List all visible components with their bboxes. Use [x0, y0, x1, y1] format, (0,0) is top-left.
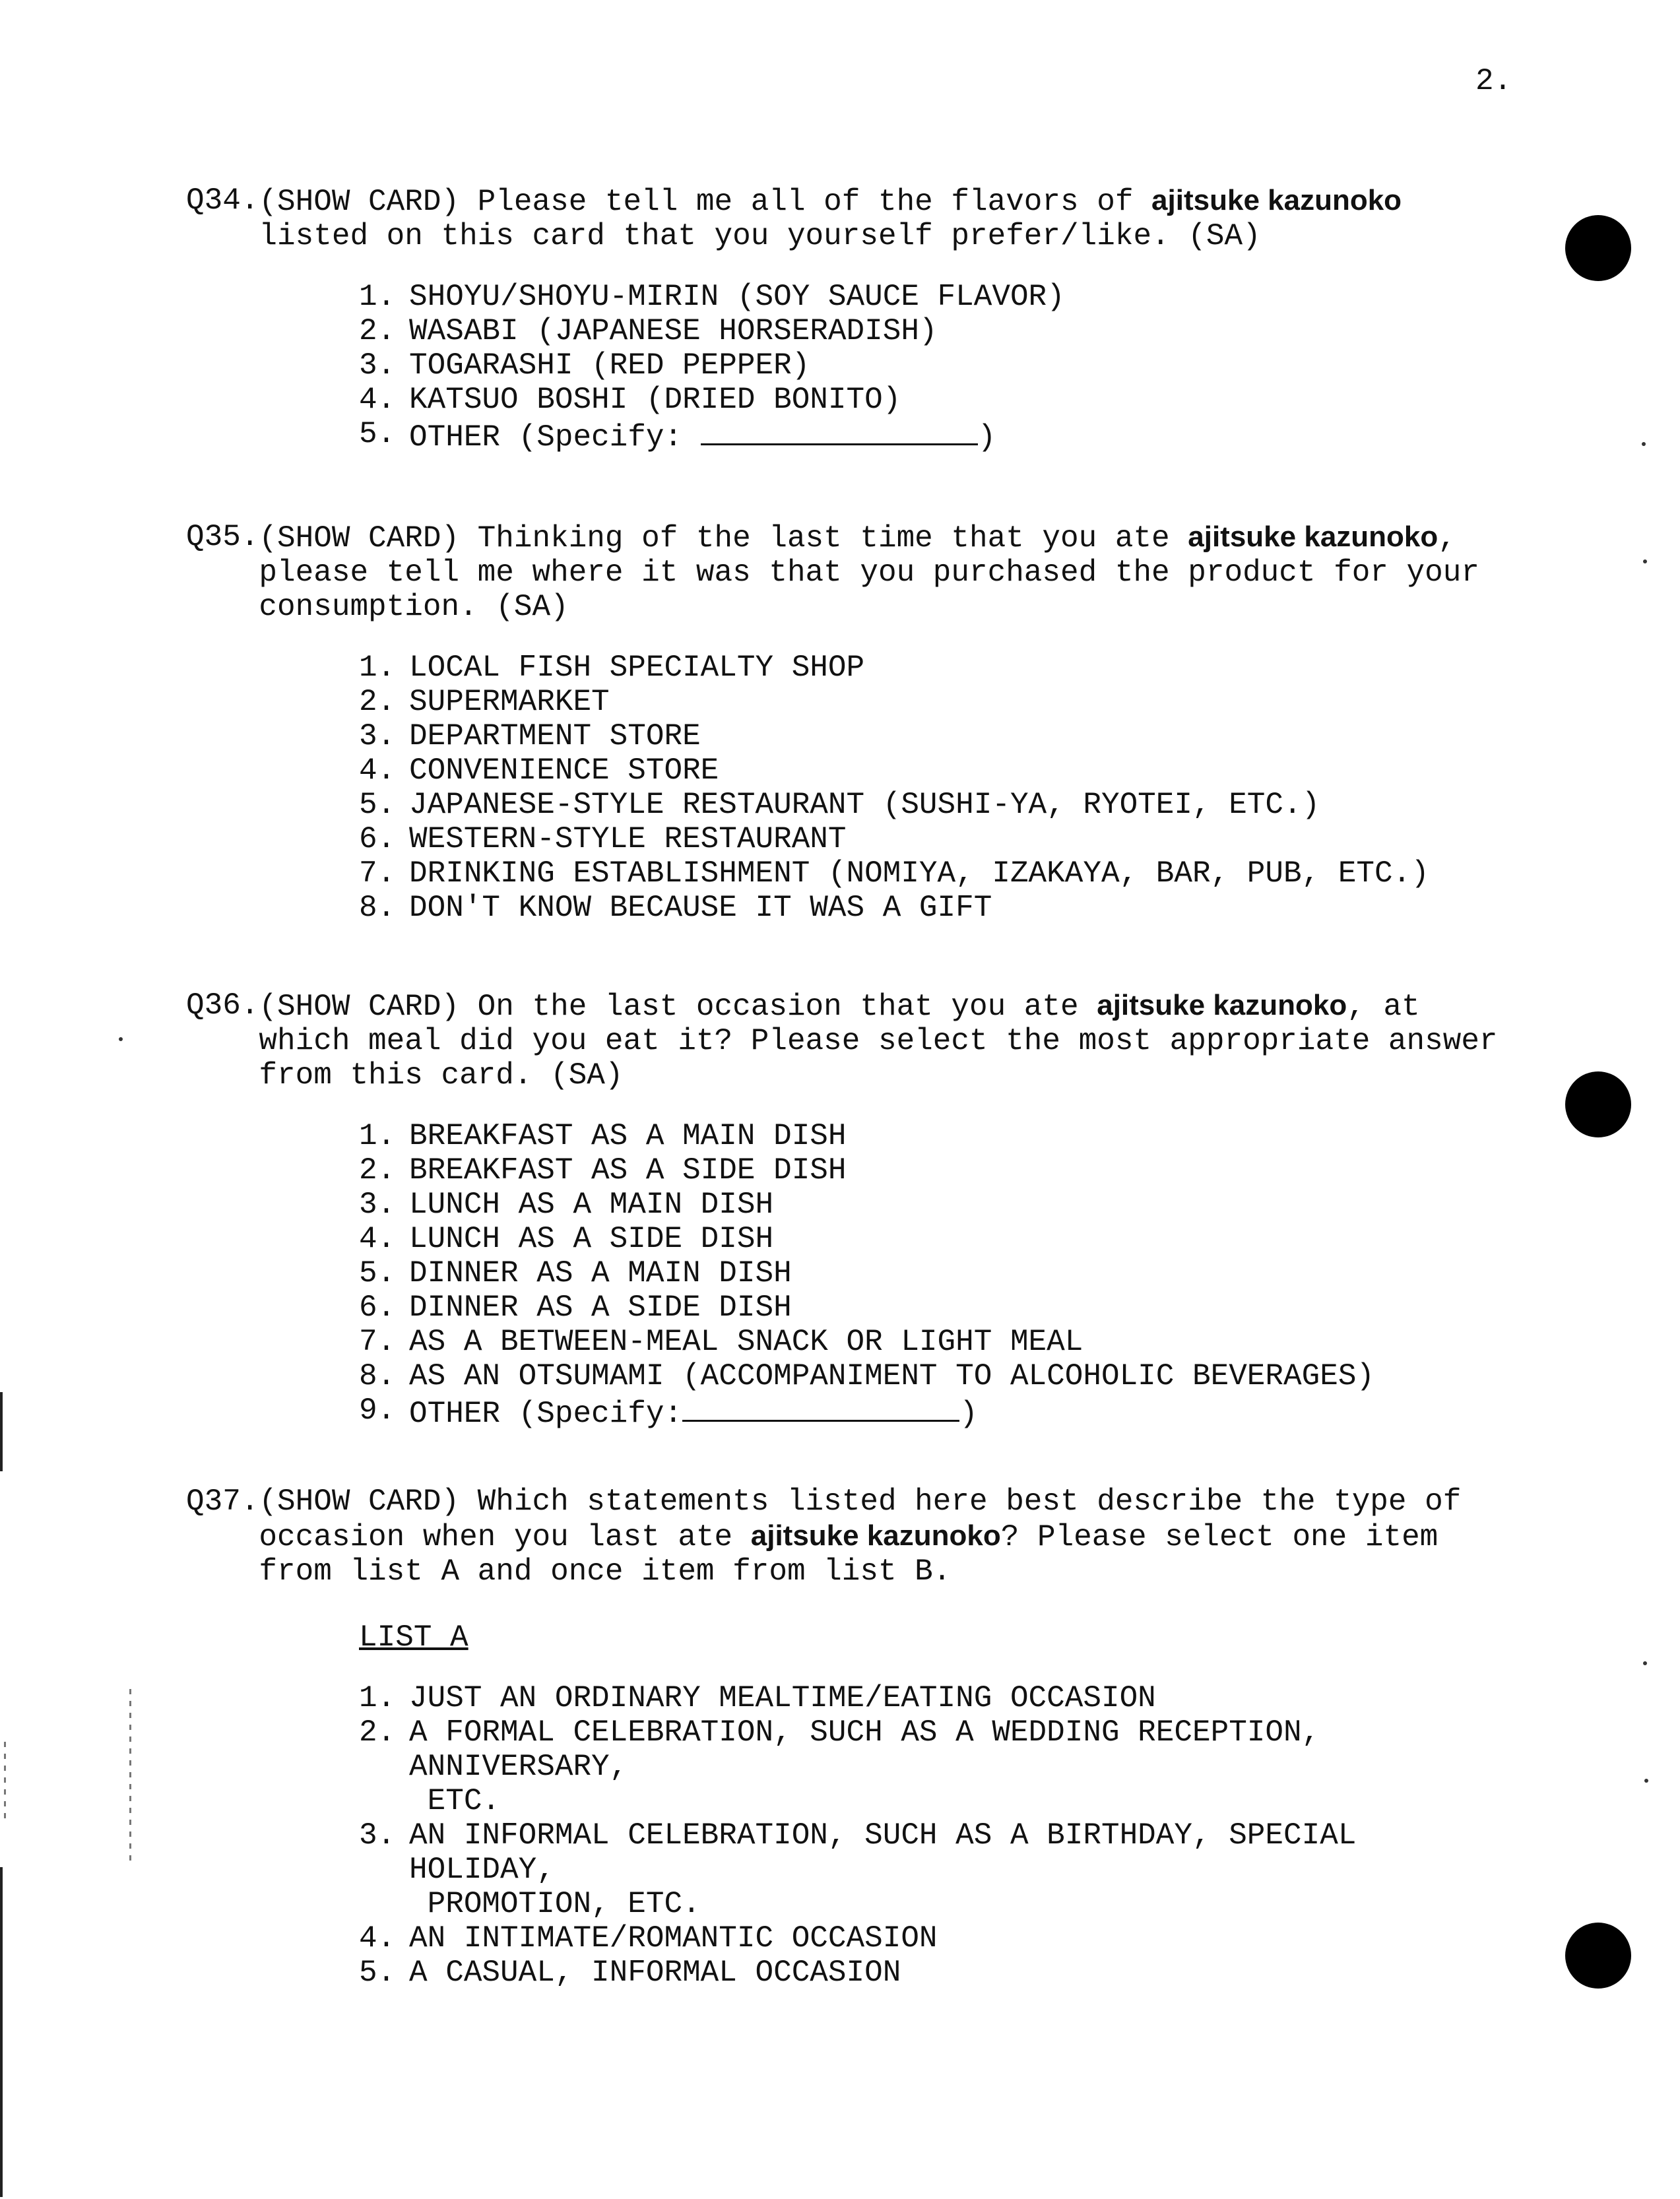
product-name: ajitsuke kazunoko: [750, 1519, 1001, 1552]
question-text: (SHOW CARD) Which statements listed here best describe the type of occasion when you last ate ajitsuke kazunoko? Please select one item from list A and once item from list B.: [259, 1484, 1462, 1589]
question-header: [186, 1484, 1506, 1589]
scan-speck: [1643, 1661, 1647, 1665]
answer-options: [186, 1119, 1506, 1431]
list-item: 3. LUNCH AS A MAIN DISH: [359, 1188, 774, 1222]
scan-speck: [1644, 1779, 1648, 1783]
margin-mark: [0, 1392, 3, 1471]
scan-dash-mark: [129, 1689, 131, 1867]
margin-mark: [0, 1867, 3, 2197]
question-text: (SHOW CARD) Thinking of the last time that you ate ajitsuke kazunoko, please tell me where it was that you purchased the product for your consumption. (SA): [259, 521, 1479, 624]
list-item: 3. TOGARASHI (RED PEPPER): [359, 348, 810, 383]
specify-blank-line: [682, 1393, 959, 1422]
list-item: 1. LOCAL FISH SPECIALTY SHOP: [359, 651, 865, 685]
question-q35: [186, 520, 1506, 925]
list-item: 3. DEPARTMENT STORE: [359, 719, 701, 753]
scan-dash-mark: [4, 1742, 6, 1821]
specify-blank-line: [701, 417, 978, 445]
question-number: Q37.: [186, 1484, 259, 1519]
question-q37: [186, 1484, 1506, 1990]
question-header: [186, 183, 1506, 253]
product-name: ajitsuke kazunoko: [1097, 989, 1347, 1021]
question-q34: [186, 183, 1506, 455]
scan-speck: [119, 1037, 123, 1041]
list-item: 1. JUST AN ORDINARY MEALTIME/EATING OCCASION: [359, 1681, 1156, 1715]
list-item: 2. BREAKFAST AS A SIDE DISH: [359, 1153, 847, 1188]
answer-options: [186, 651, 1506, 925]
question-number: Q34.: [186, 183, 259, 218]
product-name: ajitsuke kazunoko: [1151, 184, 1402, 216]
question-text: (SHOW CARD) On the last occasion that you ate ajitsuke kazunoko, at which meal did you eat it? Please select the most appropriate answer from this card. (SA): [259, 989, 1498, 1093]
list-item: 7. AS A BETWEEN-MEAL SNACK OR LIGHT MEAL: [359, 1325, 1083, 1359]
list-item: 4. KATSUO BOSHI (DRIED BONITO): [359, 383, 901, 417]
list-item: 1. BREAKFAST AS A MAIN DISH: [359, 1119, 847, 1153]
punch-hole-top: [1565, 215, 1631, 281]
question-number: Q35.: [186, 520, 259, 554]
question-header: [186, 520, 1506, 624]
answer-options: [186, 1681, 1506, 1990]
question-text: (SHOW CARD) Please tell me all of the flavors of ajitsuke kazunoko listed on this card that you yourself prefer/like. (SA): [259, 184, 1402, 253]
page-number: 2.: [1475, 64, 1512, 98]
answer-options: [186, 280, 1506, 455]
list-item: 1. SHOYU/SHOYU-MIRIN (SOY SAUCE FLAVOR): [359, 280, 1065, 314]
list-item: 2. SUPERMARKET: [359, 685, 610, 719]
punch-hole-bottom: [1565, 1923, 1631, 1989]
list-item: 6. WESTERN-STYLE RESTAURANT: [359, 822, 847, 856]
list-item: 5. DINNER AS A MAIN DISH: [359, 1256, 792, 1291]
product-name: ajitsuke kazunoko: [1188, 521, 1438, 553]
list-item: 5. JAPANESE-STYLE RESTAURANT (SUSHI-YA, RYOTEI, ETC.): [359, 788, 1320, 822]
list-item: 4. LUNCH AS A SIDE DISH: [359, 1222, 774, 1256]
list-item: 4. AN INTIMATE/ROMANTIC OCCASION: [359, 1921, 938, 1956]
list-item: 4. CONVENIENCE STORE: [359, 753, 719, 788]
list-a-title: LIST A: [359, 1620, 468, 1655]
list-item: 8. AS AN OTSUMAMI (ACCOMPANIMENT TO ALCOHOLIC BEVERAGES): [359, 1359, 1375, 1393]
scan-speck: [1643, 559, 1647, 563]
list-item: 2. WASABI (JAPANESE HORSERADISH): [359, 314, 938, 348]
question-number: Q36.: [186, 988, 259, 1023]
punch-hole-middle: [1565, 1071, 1631, 1137]
question-header: [186, 988, 1506, 1093]
scan-speck: [1642, 442, 1646, 446]
list-item: 7. DRINKING ESTABLISHMENT (NOMIYA, IZAKAYA, BAR, PUB, ETC.): [359, 856, 1429, 891]
list-item: 2. A FORMAL CELEBRATION, SUCH AS A WEDDING RECEPTION, ANNIVERSARY, ETC.: [359, 1715, 1320, 1818]
list-item: 6. DINNER AS A SIDE DISH: [359, 1291, 792, 1325]
list-item: 5. OTHER (Specify: ): [359, 417, 996, 455]
list-item: 9. OTHER (Specify: ): [359, 1393, 978, 1431]
list-item: 8. DON'T KNOW BECAUSE IT WAS A GIFT: [359, 891, 992, 925]
list-item: 5. A CASUAL, INFORMAL OCCASION: [359, 1956, 901, 1990]
question-q36: [186, 988, 1506, 1431]
list-item: 3. AN INFORMAL CELEBRATION, SUCH AS A BIRTHDAY, SPECIAL HOLIDAY, PROMOTION, ETC.: [359, 1818, 1357, 1921]
